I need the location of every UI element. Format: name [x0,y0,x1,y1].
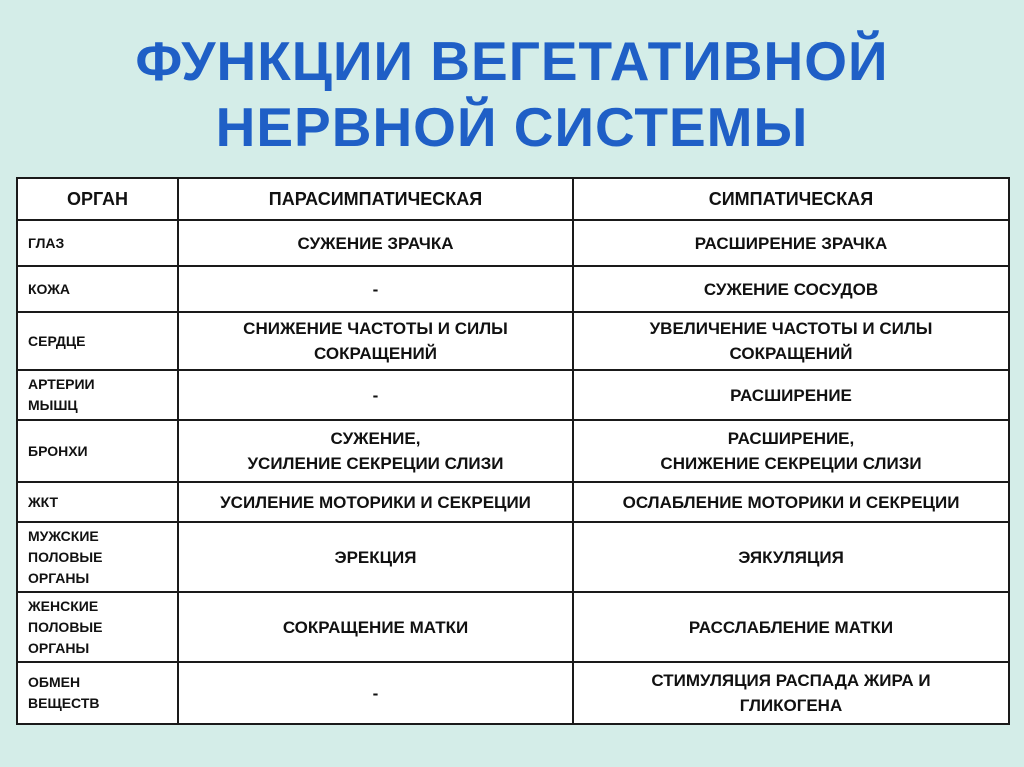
parasympathetic-cell [178,662,573,724]
organ-cell-text: ГЛАЗ [28,234,65,251]
organ-cell [17,266,178,312]
organ-cell-text: ЖЕНСКИЕ [28,597,99,614]
organ-cell [17,220,178,266]
header-organ: ОРГАН [17,178,178,220]
parasympathetic-cell [178,220,573,266]
organ-cell [17,522,178,592]
parasympathetic-cell-text: ЭРЕКЦИЯ [334,547,417,567]
sympathetic-cell [573,220,1009,266]
organ-cell [17,662,178,724]
organ-cell-text: ЖКТ [28,493,59,510]
table-row [17,220,1009,266]
table-row [17,482,1009,522]
parasympathetic-cell [178,312,573,370]
parasympathetic-cell [178,592,573,662]
parasympathetic-cell-text: СУЖЕНИЕ, [330,429,421,448]
title-line-2: НЕРВНОЙ СИСТЕМЫ [215,96,809,158]
sympathetic-cell [573,662,1009,724]
sympathetic-cell [573,312,1009,370]
table-row [17,662,1009,724]
sympathetic-cell-text: РАССЛАБЛЕНИЕ МАТКИ [688,617,894,637]
organ-cell-text: КОЖА [28,280,71,297]
parasympathetic-cell-text: СУЖЕНИЕ ЗРАЧКА [297,233,454,253]
organ-cell-text: ВЕЩЕСТВ [28,695,100,711]
organ-cell-text: ОБМЕН [28,674,81,690]
parasympathetic-cell-text: УСИЛЕНИЕ МОТОРИКИ И СЕКРЕЦИИ [220,492,531,512]
header-sympathetic: СИМПАТИЧЕСКАЯ [573,178,1009,220]
organ-cell-text: ПОЛОВЫЕ [28,618,103,635]
table-row [17,592,1009,662]
sympathetic-cell-text: СОКРАЩЕНИЙ [729,344,853,363]
page-title [0,28,1024,160]
organ-cell-text: БРОНХИ [28,442,88,459]
sympathetic-cell-text: ГЛИКОГЕНА [739,696,843,715]
sympathetic-cell-text: ОСЛАБЛЕНИЕ МОТОРИКИ И СЕКРЕЦИИ [622,492,960,512]
parasympathetic-cell-text: СНИЖЕНИЕ ЧАСТОТЫ И СИЛЫ [243,319,508,338]
parasympathetic-cell-text: - [372,279,379,299]
organ-cell-text: МЫШЦ [28,397,78,413]
sympathetic-cell [573,370,1009,420]
sympathetic-cell-text: УВЕЛИЧЕНИЕ ЧАСТОТЫ И СИЛЫ [649,319,933,338]
organ-cell-text: ОРГАНЫ [28,639,90,656]
parasympathetic-cell [178,482,573,522]
sympathetic-cell [573,592,1009,662]
parasympathetic-cell [178,522,573,592]
sympathetic-cell [573,266,1009,312]
organ-cell-text: АРТЕРИИ [28,376,95,392]
sympathetic-cell-text: СТИМУЛЯЦИЯ РАСПАДА ЖИРА И [651,671,931,690]
table-row [17,266,1009,312]
table-row [17,522,1009,592]
header-row [17,178,1009,220]
sympathetic-cell-text: РАСШИРЕНИЕ ЗРАЧКА [694,233,888,253]
table-row [17,370,1009,420]
organ-cell-text: МУЖСКИЕ [28,527,99,544]
organ-cell [17,370,178,420]
parasympathetic-cell [178,420,573,482]
sympathetic-cell [573,522,1009,592]
table-row [17,312,1009,370]
organ-cell [17,420,178,482]
organ-cell-text: ОРГАНЫ [28,569,90,586]
organ-cell-text: ПОЛОВЫЕ [28,548,103,565]
table-row [17,420,1009,482]
organ-cell [17,592,178,662]
parasympathetic-cell-text: - [372,683,379,703]
header-parasympathetic: ПАРАСИМПАТИЧЕСКАЯ [178,178,573,220]
sympathetic-cell-text: РАСШИРЕНИЕ, [727,429,855,448]
sympathetic-cell [573,420,1009,482]
title-line-1: ФУНКЦИИ ВЕГЕТАТИВНОЙ [135,30,889,92]
sympathetic-cell-text: РАСШИРЕНИЕ [730,385,852,405]
functions-table [16,177,1010,725]
sympathetic-cell-text: ЭЯКУЛЯЦИЯ [738,547,844,567]
organ-cell [17,482,178,522]
sympathetic-cell-text: СНИЖЕНИЕ СЕКРЕЦИИ СЛИЗИ [660,454,922,473]
table-body [17,220,1009,724]
parasympathetic-cell-text: УСИЛЕНИЕ СЕКРЕЦИИ СЛИЗИ [247,454,504,473]
organ-cell-text: СЕРДЦЕ [28,332,86,349]
parasympathetic-cell-text: - [372,385,379,405]
parasympathetic-cell [178,370,573,420]
sympathetic-cell [573,482,1009,522]
parasympathetic-cell [178,266,573,312]
parasympathetic-cell-text: СОКРАЩЕНИЙ [314,344,437,363]
organ-cell [17,312,178,370]
sympathetic-cell-text: СУЖЕНИЕ СОСУДОВ [703,279,879,299]
parasympathetic-cell-text: СОКРАЩЕНИЕ МАТКИ [282,617,469,637]
